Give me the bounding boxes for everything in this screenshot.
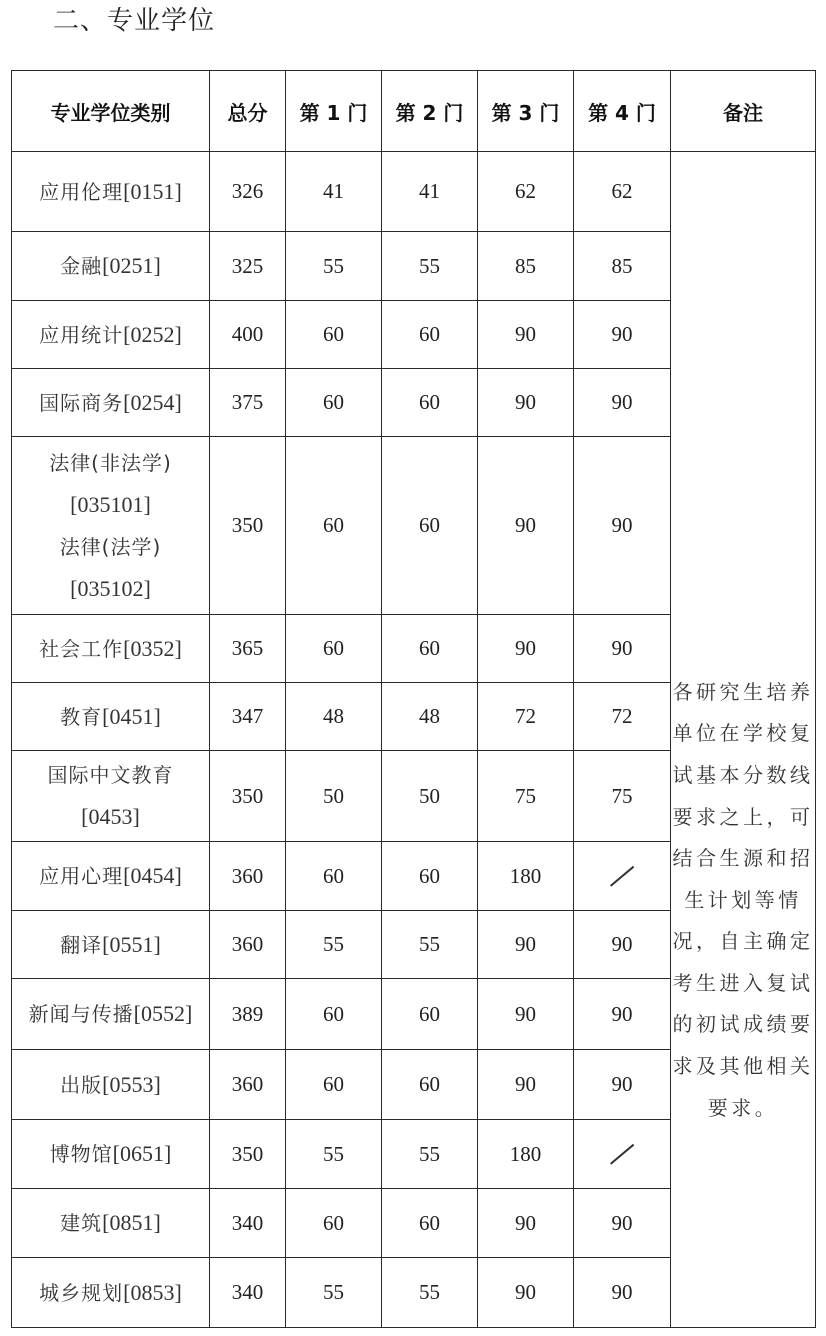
table-row xyxy=(12,152,816,232)
subject-score-cell: 90 xyxy=(478,369,574,437)
subject-score-cell: 60 xyxy=(286,979,382,1050)
total-score-cell: 360 xyxy=(210,911,286,979)
subject-score-cell: 60 xyxy=(382,437,478,615)
subject-score-cell: 62 xyxy=(574,152,671,232)
category-line: 新闻与传播[0552] xyxy=(28,1001,193,1026)
subject-score-cell: 72 xyxy=(574,683,671,751)
remark-cell xyxy=(671,152,816,1328)
category-line: [035102] xyxy=(70,575,151,601)
category-cell xyxy=(12,751,210,842)
subject-score-cell: 90 xyxy=(478,1050,574,1120)
subject-score-cell: 60 xyxy=(286,1050,382,1120)
subject-score-cell: 85 xyxy=(574,232,671,301)
header-remark: 备注 xyxy=(671,71,816,152)
category-cell xyxy=(12,1258,210,1328)
remark-text: 各研究生培养单位在学校复试基本分数线要求之上，可结合生源和招生计划等情况，自主确定考生进入复试的初试成绩要求及其他相关要求。 xyxy=(672,679,814,1120)
subject-score-cell: 60 xyxy=(286,1189,382,1258)
subject-score-cell: 60 xyxy=(286,615,382,683)
subject-score-cell: 72 xyxy=(478,683,574,751)
header-subject-2: 第 2 门 xyxy=(382,71,478,152)
subject-score-cell: 90 xyxy=(574,979,671,1050)
total-score-cell: 350 xyxy=(210,1120,286,1189)
total-score-cell: 360 xyxy=(210,1050,286,1120)
category-cell xyxy=(12,842,210,911)
subject-score-cell: 60 xyxy=(382,1189,478,1258)
category-line: 法律(法学) xyxy=(59,534,162,559)
subject-score-cell: 90 xyxy=(574,1050,671,1120)
subject-score-cell: 60 xyxy=(286,437,382,615)
total-score-cell: 389 xyxy=(210,979,286,1050)
category-line: 城乡规划[0853] xyxy=(39,1279,182,1305)
subject-score-cell: 55 xyxy=(286,1120,382,1189)
subject-score-cell: 60 xyxy=(382,615,478,683)
category-line: 应用伦理[0151] xyxy=(39,178,182,204)
subject-score-cell: 90 xyxy=(574,615,671,683)
category-line: 金融[0251] xyxy=(60,253,161,278)
subject-score-cell: 90 xyxy=(574,369,671,437)
category-line: 出版[0553] xyxy=(60,1071,161,1097)
subject-score-cell: 180 xyxy=(478,842,574,911)
not-applicable-cell xyxy=(574,842,671,911)
subject-score-cell: 55 xyxy=(382,1120,478,1189)
category-line: 国际中文教育 xyxy=(47,763,174,787)
subject-score-cell: 60 xyxy=(382,979,478,1050)
section-heading: 二、专业学位 xyxy=(53,6,216,36)
subject-score-cell: 50 xyxy=(382,751,478,842)
category-line: 建筑[0851] xyxy=(60,1210,161,1235)
not-applicable-cell xyxy=(574,1120,671,1189)
subject-score-cell: 75 xyxy=(574,751,671,842)
subject-score-cell: 90 xyxy=(478,979,574,1050)
subject-score-cell: 90 xyxy=(574,437,671,615)
subject-score-cell: 55 xyxy=(286,911,382,979)
category-cell xyxy=(12,683,210,751)
category-cell xyxy=(12,301,210,369)
subject-score-cell: 55 xyxy=(382,911,478,979)
subject-score-cell: 90 xyxy=(574,911,671,979)
header-category: 专业学位类别 xyxy=(12,71,210,152)
subject-score-cell: 60 xyxy=(382,369,478,437)
subject-score-cell: 90 xyxy=(478,301,574,369)
category-cell xyxy=(12,152,210,232)
subject-score-cell: 55 xyxy=(286,1258,382,1328)
total-score-cell: 350 xyxy=(210,437,286,615)
total-score-cell: 360 xyxy=(210,842,286,911)
category-line: 应用统计[0252] xyxy=(39,321,182,347)
total-score-cell: 365 xyxy=(210,615,286,683)
category-line: 社会工作[0352] xyxy=(39,635,182,661)
header-total: 总分 xyxy=(210,71,286,152)
subject-score-cell: 48 xyxy=(382,683,478,751)
subject-score-cell: 55 xyxy=(382,232,478,301)
category-cell xyxy=(12,369,210,437)
subject-score-cell: 85 xyxy=(478,232,574,301)
total-score-cell: 326 xyxy=(210,152,286,232)
category-cell xyxy=(12,615,210,683)
category-line: 应用心理[0454] xyxy=(39,863,182,888)
subject-score-cell: 41 xyxy=(286,152,382,232)
category-line: 国际商务[0254] xyxy=(39,389,182,415)
header-subject-4: 第 4 门 xyxy=(574,71,671,152)
category-cell xyxy=(12,232,210,301)
subject-score-cell: 90 xyxy=(574,301,671,369)
subject-score-cell: 55 xyxy=(286,232,382,301)
slash-mark xyxy=(610,1144,634,1164)
category-cell xyxy=(12,979,210,1050)
subject-score-cell: 60 xyxy=(286,369,382,437)
category-cell xyxy=(12,1189,210,1258)
subject-score-cell: 60 xyxy=(382,842,478,911)
subject-score-cell: 180 xyxy=(478,1120,574,1189)
subject-score-cell: 90 xyxy=(478,1258,574,1328)
subject-score-cell: 90 xyxy=(574,1189,671,1258)
total-score-cell: 325 xyxy=(210,232,286,301)
header-subject-1: 第 1 门 xyxy=(286,71,382,152)
subject-score-cell: 60 xyxy=(286,301,382,369)
total-score-cell: 340 xyxy=(210,1189,286,1258)
category-cell xyxy=(12,1050,210,1120)
header-row xyxy=(12,71,816,152)
category-line: 教育[0451] xyxy=(60,703,161,729)
subject-score-cell: 48 xyxy=(286,683,382,751)
total-score-cell: 400 xyxy=(210,301,286,369)
subject-score-cell: 90 xyxy=(574,1258,671,1328)
category-cell xyxy=(12,911,210,979)
subject-score-cell: 90 xyxy=(478,911,574,979)
total-score-cell: 347 xyxy=(210,683,286,751)
subject-score-cell: 60 xyxy=(382,1050,478,1120)
category-line: 翻译[0551] xyxy=(60,931,161,957)
category-line: 法律(非法学) xyxy=(49,450,172,475)
total-score-cell: 350 xyxy=(210,751,286,842)
subject-score-cell: 75 xyxy=(478,751,574,842)
subject-score-cell: 50 xyxy=(286,751,382,842)
score-table xyxy=(11,70,816,1328)
category-line: [035101] xyxy=(70,491,151,517)
subject-score-cell: 60 xyxy=(382,301,478,369)
slash-mark xyxy=(610,866,634,886)
total-score-cell: 340 xyxy=(210,1258,286,1328)
total-score-cell: 375 xyxy=(210,369,286,437)
header-subject-3: 第 3 门 xyxy=(478,71,574,152)
subject-score-cell: 60 xyxy=(286,842,382,911)
category-cell xyxy=(12,437,210,615)
subject-score-cell: 90 xyxy=(478,437,574,615)
subject-score-cell: 90 xyxy=(478,615,574,683)
category-line: 博物馆[0651] xyxy=(49,1141,172,1166)
subject-score-cell: 62 xyxy=(478,152,574,232)
subject-score-cell: 90 xyxy=(478,1189,574,1258)
subject-score-cell: 55 xyxy=(382,1258,478,1328)
subject-score-cell: 41 xyxy=(382,152,478,232)
category-line: [0453] xyxy=(81,804,140,829)
category-cell xyxy=(12,1120,210,1189)
